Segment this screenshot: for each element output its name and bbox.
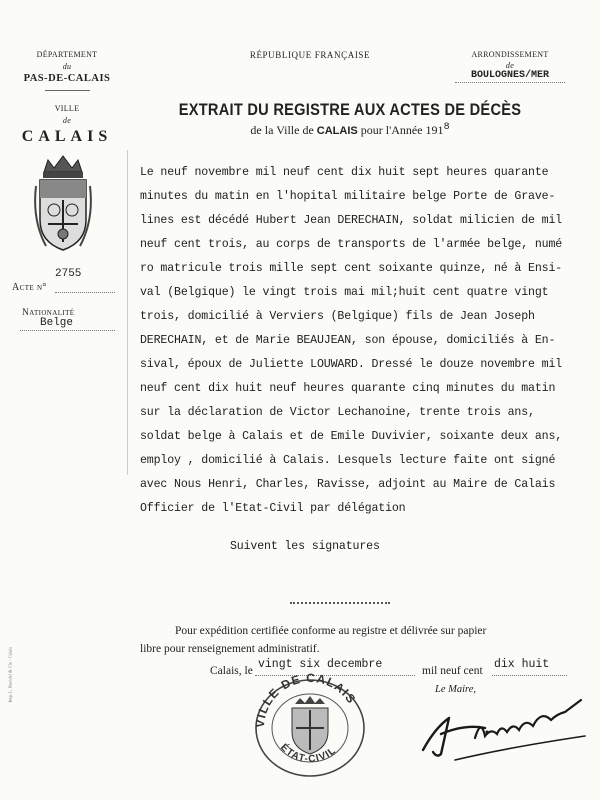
subtitle-mid: pour l'Année 191 bbox=[360, 123, 444, 137]
document-subtitle bbox=[140, 122, 560, 138]
body-line: ro matricule trois mille sept cent soixante quinze, né à Ensi- bbox=[140, 262, 563, 275]
subtitle-prefix: de la Ville de bbox=[250, 123, 314, 137]
body-line: trois, domicilié à Verviers (Belgique) fils de Jean Joseph bbox=[140, 310, 535, 323]
stamp-top-text: VILLE DE CALAIS bbox=[252, 670, 359, 729]
ville-label: VILLE bbox=[54, 104, 80, 113]
mil-neuf-cent-label: mil neuf cent bbox=[422, 665, 483, 677]
acte-label: Acte n° bbox=[12, 282, 47, 293]
body-line: val (Belgique) le vingt trois mai mil;huit cent quatre vingt bbox=[140, 286, 549, 299]
departement-du: du bbox=[62, 62, 72, 71]
separator bbox=[290, 602, 390, 604]
nationalite-dotline bbox=[20, 330, 115, 331]
mayor-signature-icon bbox=[415, 688, 595, 768]
year-dotline bbox=[492, 675, 567, 676]
body-line: neuf cent trois, au corps de transports de l'armée belge, numé bbox=[140, 238, 563, 251]
suivent-signatures: Suivent les signatures bbox=[230, 540, 380, 553]
certification-line-2: libre pour renseignement administratif. bbox=[140, 643, 320, 655]
body-line: sur la déclaration de Victor Lechanoine, trente trois ans, bbox=[140, 406, 535, 419]
ville-de: de bbox=[62, 116, 72, 125]
acte-dotline bbox=[55, 292, 115, 293]
stamp-bottom-text: ÉTAT-CIVIL bbox=[278, 742, 339, 766]
body-line: lines est décédé Hubert Jean DERECHAIN, soldat milicien de mil bbox=[140, 214, 563, 227]
arrondissement-dotline bbox=[455, 82, 565, 83]
arrondissement-de: de bbox=[505, 61, 515, 70]
date-typed: vingt six decembre bbox=[258, 658, 383, 671]
body-line: soldat belge à Calais et de Emile Duvivier, soixante deux ans, bbox=[140, 430, 563, 443]
departement-name: PAS-DE-CALAIS bbox=[23, 73, 111, 84]
subtitle-year-digit: 8 bbox=[443, 122, 450, 133]
republique: RÉPUBLIQUE FRANÇAISE bbox=[249, 50, 371, 60]
arrondissement-label: ARRONDISSEMENT bbox=[471, 50, 549, 59]
body-line: sival, époux de Juliette LOUWARD. Dressé le douze novembre mil bbox=[140, 358, 563, 371]
margin-rule bbox=[127, 150, 128, 475]
coat-of-arms-icon bbox=[34, 150, 92, 258]
body-line: neuf cent dix huit neuf heures quarante cinq minutes du matin bbox=[140, 382, 556, 395]
subtitle-city: CALAIS bbox=[316, 125, 358, 137]
body-line: minutes du matin en l'hopital militaire belge Porte de Grave- bbox=[140, 190, 556, 203]
arrondissement-name: BOULOGNES/MER bbox=[470, 70, 549, 81]
year-typed: dix huit bbox=[494, 658, 550, 671]
calais-le-label: Calais, le bbox=[210, 665, 253, 677]
body-line: employ , domicilié à Calais. Lesquels lecture faite ont signé bbox=[140, 454, 556, 467]
body-line: Officier de l'Etat-Civil par délégation bbox=[140, 502, 406, 515]
le-maire-label: Le Maire, bbox=[435, 684, 477, 695]
divider bbox=[45, 90, 90, 91]
body-line: Le neuf novembre mil neuf cent dix huit sept heures quarante bbox=[140, 166, 549, 179]
body-line: DERECHAIN, et de Marie BEAUJEAN, son épouse, domiciliés à En- bbox=[140, 334, 556, 347]
ville-name: CALAIS bbox=[21, 128, 113, 145]
certification-line-1: Pour expédition certifiée conforme au registre et délivrée sur papier bbox=[175, 625, 487, 637]
etat-civil-stamp-icon bbox=[250, 670, 370, 780]
body-line: avec Nous Henri, Charles, Ravisse, adjoint au Maire de Calais bbox=[140, 478, 556, 491]
printer-mark: Imp. L. Ravidel & Cie - Calais bbox=[7, 647, 13, 703]
acte-number: 2755 bbox=[55, 268, 82, 280]
nationalite-label: Nationalité bbox=[22, 308, 75, 318]
departement-label: DÉPARTEMENT bbox=[36, 50, 98, 59]
document-title: EXTRAIT DU REGISTRE AUX ACTES DE DÉCÈS bbox=[178, 100, 522, 119]
nationalite-value: Belge bbox=[40, 317, 74, 329]
